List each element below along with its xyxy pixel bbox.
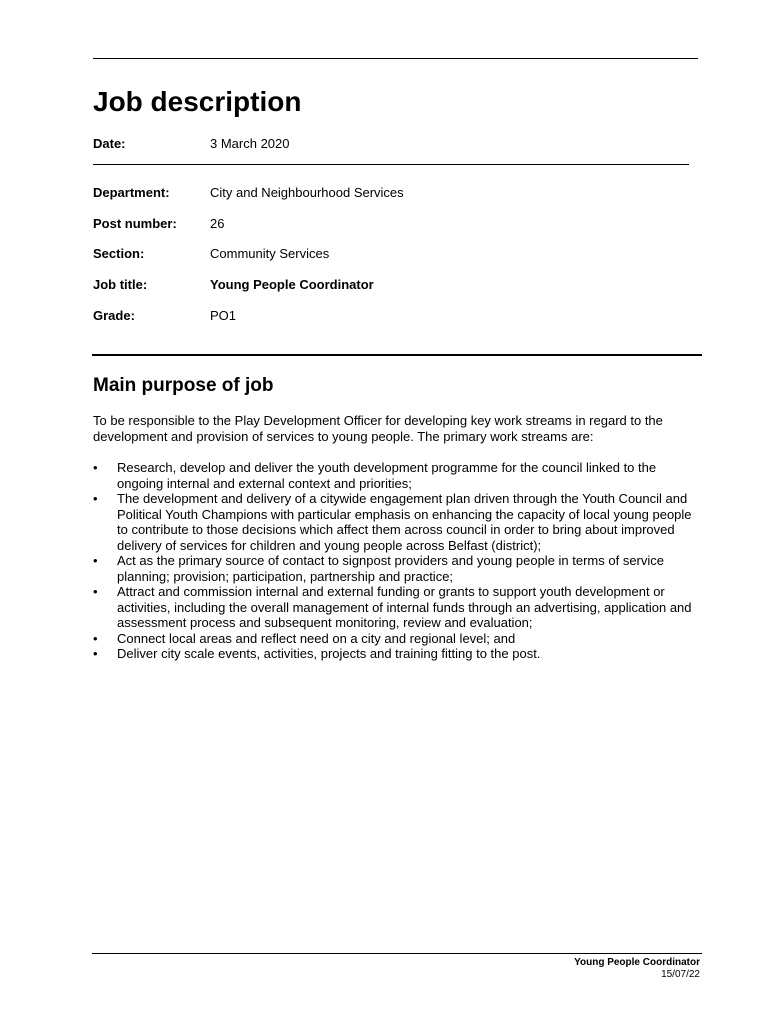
list-item-text: The development and delivery of a citywide engagement plan driven through the Youth Council and Political Youth Champions with particular emphasis on enhancing the capacity of local young people to contribute to those decisions which affect them across council in order to bring about improved delivery of services for children and young people across Belfast (district); bbox=[117, 491, 692, 553]
top-divider bbox=[93, 58, 698, 59]
field-label: Post number: bbox=[93, 216, 177, 231]
field-label: Date: bbox=[93, 136, 126, 151]
field-value: 26 bbox=[210, 216, 225, 231]
list-item-text: Research, develop and deliver the youth development programme for the council linked to the ongoing internal and external context and priorities; bbox=[117, 460, 657, 491]
intro-paragraph: To be responsible to the Play Development Officer for developing key work streams in regard to the development and provision of services to young people. The primary work streams are: bbox=[93, 413, 663, 444]
list-item-text: Connect local areas and reflect need on a city and regional level; and bbox=[117, 630, 516, 646]
field-label: Job title: bbox=[93, 277, 148, 292]
bullet-icon: • bbox=[93, 584, 98, 599]
list-item bbox=[93, 646, 705, 662]
page-title: Job description bbox=[93, 86, 302, 117]
field-label: Section: bbox=[93, 246, 145, 261]
purpose-list bbox=[93, 460, 705, 662]
list-item bbox=[93, 491, 705, 553]
bullet-icon: • bbox=[93, 553, 98, 568]
field-value: Young People Coordinator bbox=[210, 277, 374, 292]
page-footer bbox=[574, 957, 700, 981]
list-item bbox=[93, 631, 705, 647]
list-item-text: Deliver city scale events, activities, projects and training fitting to the post. bbox=[117, 646, 541, 661]
footer-divider bbox=[92, 953, 702, 954]
field-value: Community Services bbox=[210, 246, 330, 261]
bullet-icon: • bbox=[93, 646, 98, 661]
bullet-icon: • bbox=[93, 630, 98, 646]
list-item-text: Act as the primary source of contact to signpost providers and young people in terms of service planning; provision; participation, partnership and practice; bbox=[117, 553, 664, 584]
field-value: 3 March 2020 bbox=[210, 136, 290, 151]
list-item bbox=[93, 460, 705, 491]
section-divider bbox=[92, 354, 702, 356]
field-label: Grade: bbox=[93, 308, 135, 323]
list-item bbox=[93, 553, 705, 584]
field-label: Department: bbox=[93, 185, 170, 200]
list-item-text: Attract and commission internal and external funding or grants to support youth development or activities, including the overall management of internal funds through an advertising, application and assessment process and subsequent monitoring, review and evaluation; bbox=[117, 584, 692, 630]
list-item bbox=[93, 584, 705, 631]
footer-date: 15/07/22 bbox=[661, 969, 700, 980]
bullet-icon: • bbox=[93, 491, 98, 506]
footer-title: Young People Coordinator bbox=[574, 957, 700, 968]
field-value: City and Neighbourhood Services bbox=[210, 185, 404, 200]
section-heading: Main purpose of job bbox=[93, 375, 274, 396]
bullet-icon: • bbox=[93, 460, 98, 475]
date-underline bbox=[93, 164, 689, 165]
field-value: PO1 bbox=[210, 308, 237, 323]
